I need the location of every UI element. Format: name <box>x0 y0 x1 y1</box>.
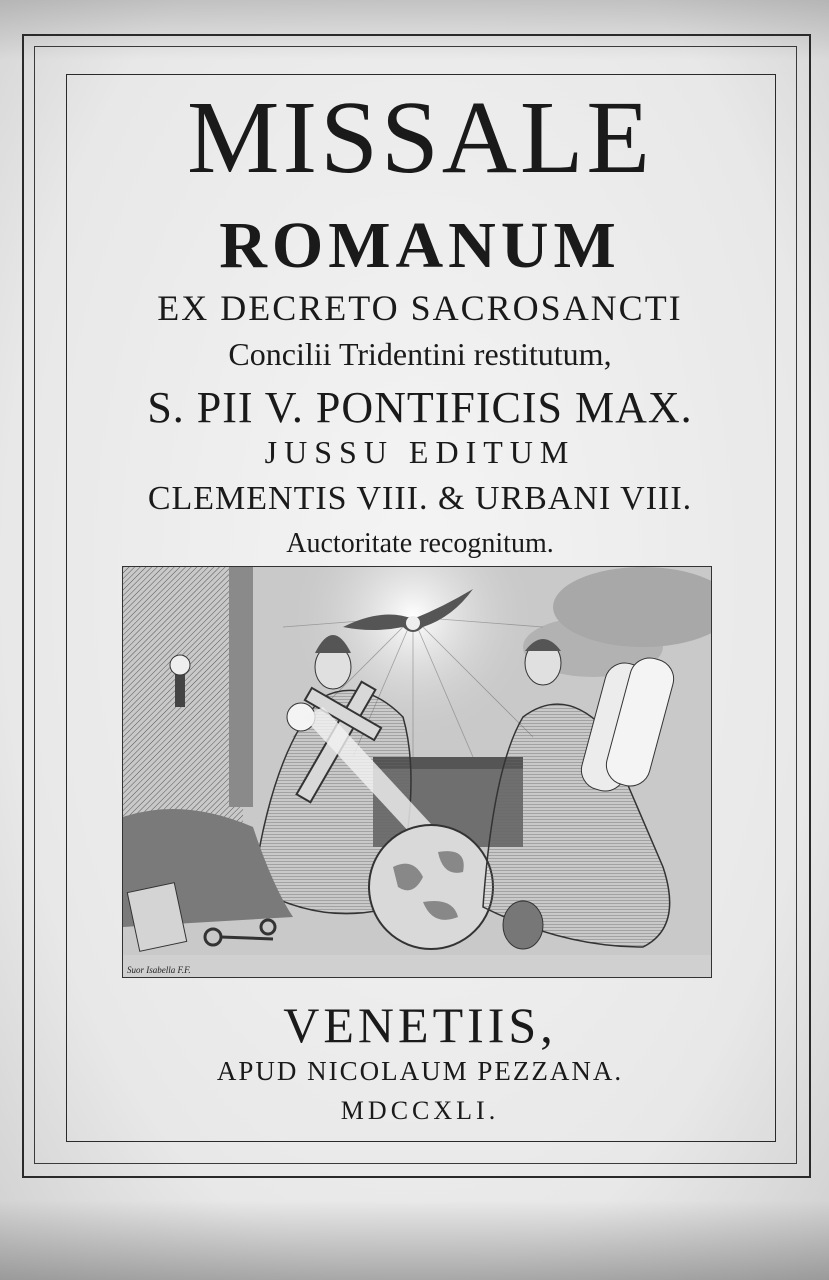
subtitle-decree: EX DECRETO SACROSANCTI <box>157 288 683 328</box>
engraver-signature: Suor Isabella F.F. <box>127 965 191 975</box>
subtitle-council: Concilii Tridentini restitutum, <box>228 336 612 372</box>
subtitle-clement-urban: CLEMENTIS VIII. & URBANI VIII. <box>147 480 693 517</box>
engraving-illustration <box>123 567 711 977</box>
imprint-year: MDCCXLI. <box>340 1096 500 1125</box>
pillar-icon <box>229 567 253 807</box>
subtitle-recognitum: Auctoritate recognitum. <box>286 528 554 559</box>
subtitle-jussu: JUSSU EDITUM <box>264 434 576 470</box>
frontispiece-engraving <box>122 566 712 978</box>
globe-icon <box>369 825 493 949</box>
imprint-printer: APUD NICOLAUM PEZZANA. <box>216 1056 624 1086</box>
censer-icon <box>503 901 543 949</box>
subtitle-pius: S. PII V. PONTIFICIS MAX. <box>147 383 693 432</box>
title-romanum: ROMANUM <box>219 209 621 282</box>
page-stain-bottom <box>0 1200 829 1280</box>
imprint-place: VENETIIS, <box>283 997 557 1053</box>
title-missale: MISSALE <box>187 80 653 195</box>
